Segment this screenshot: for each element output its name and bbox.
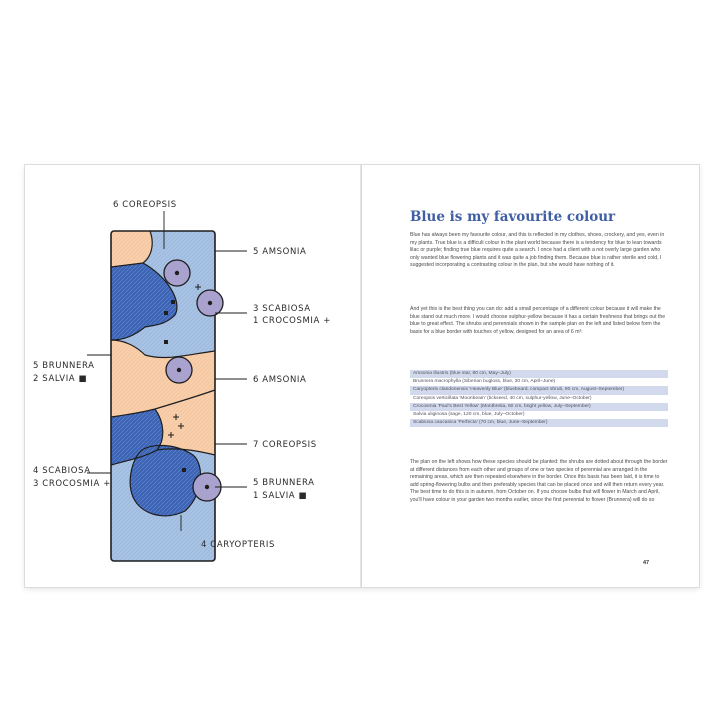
page-number: 47: [643, 560, 650, 566]
plant-list-item: Amsonia illustris (blue star, 80 cm, May–July): [410, 370, 668, 378]
label-scabiosa-right-1: 3 SCABIOSA: [253, 304, 311, 314]
label-coreopsis-top: 6 COREOPSIS: [113, 200, 177, 210]
label-salvia-left-1: 2 SALVIA ■: [33, 374, 88, 384]
label-crocosmia-right-1: 1 CROCOSMIA +: [253, 316, 331, 326]
right-page: [362, 165, 699, 587]
plant-list-item: Caryopteris clandonensis 'Heavenly Blue' (bluebeard, compact shrub, 90 cm, August–September): [410, 386, 668, 394]
label-brunnera-left-1: 5 BRUNNERA: [33, 361, 95, 371]
paragraph-2: And yet this is the best thing you can do: add a small percentage of a different colour because it will make the blue stand out much more. I would choose sulphur-yellow because it has a certain freshness that brings out the blue to great effect. The shrubs and perennials shown in the sample plan on the left and listed below form the basis for a blue border with touches of yellow, designed for an area of 6 m²:: [410, 306, 666, 335]
label-coreopsis-right-2: 7 COREOPSIS: [253, 440, 317, 450]
label-brunnera-right-3: 5 BRUNNERA: [253, 478, 315, 488]
plant-list-item: Salvia uliginosa (sage, 120 cm, blue, July–October): [413, 412, 525, 418]
label-crocosmia-left-2: 3 CROCOSMIA +: [33, 479, 111, 489]
book-spread: [25, 165, 699, 587]
left-page: [25, 165, 361, 587]
plant-list-item: Crocosmia 'Paul's Best Yellow' (Montbretia, 60 cm, bright yellow, July–September): [410, 403, 668, 411]
planting-plan-drawing: [25, 165, 361, 587]
plant-list-item: Brunnera macrophylla (Siberian bugloss, blue, 30 cm, April–June): [413, 379, 556, 385]
label-amsonia-mid: 6 AMSONIA: [253, 375, 307, 385]
paragraph-1: Blue has always been my favourite colour, and this is reflected in my clothes, shoes, crockery, and yes, even in my plants. True blue is a difficult colour in the plant world because there is a tendency for blue to lean towards lilac or purple; finding true blue requires quite a search. I once had a client with a not overly large garden who only wanted blue flowering plants and it was quite a job finding them. Because blue is rather sterile and cold, I suggested incorporating a contrasting colour in the plan, but she would have nothing of it.: [410, 232, 665, 269]
plant-list-item: Scabiosa caucasica 'Perfecta' (70 cm, blue, June–September): [410, 419, 668, 427]
plant-list-item: Coreopsis verticillata 'Moonbeam' (tickseed, 40 cm, sulphur-yellow, June–October): [413, 395, 592, 401]
label-caryopteris: 4 CARYOPTERIS: [201, 540, 275, 550]
plant-list: [410, 370, 668, 427]
label-scabiosa-left-2: 4 SCABIOSA: [33, 466, 91, 476]
label-salvia-right-3: 1 SALVIA ■: [253, 491, 308, 501]
label-amsonia-top: 5 AMSONIA: [253, 247, 307, 257]
paragraph-3: The plan on the left shows how these species should be planted: the shrubs are dotted about through the border at different distances from each other and groups of one or two species of perennial are arranged in the remaining areas, which are then repeated elsewhere in the border. Once this basis has been laid, it is time to add spring-flowering bulbs and then preferably species that can be placed once and will then return every year. The best time to do this is in autumn, from October on. If you choose bulbs that will flower in March and April, you'll have colour in your garden two months earlier, since the first perennial to flower (Brunnera) will do so: [410, 459, 668, 503]
page-heading: Blue is my favourite colour: [410, 209, 616, 225]
